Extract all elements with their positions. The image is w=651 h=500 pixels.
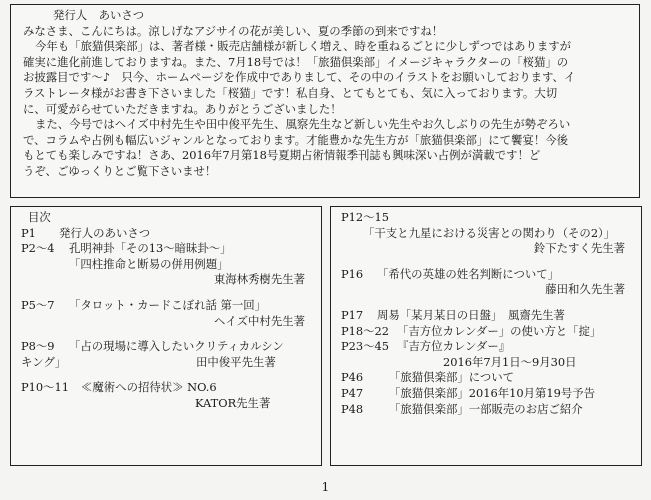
toc-title: 「旅猫倶楽部」一部販売のお店ご紹介 (389, 401, 583, 416)
toc-title: 『吉方位カレンダー』 (397, 339, 511, 354)
toc-title: 「吉方位カレンダー」の使い方と「掟」 (397, 323, 602, 338)
toc-title: 「旅猫倶楽部」2016年10月第19号予告 (389, 385, 596, 400)
toc-title-cont: キング」 (21, 354, 67, 369)
greeting-line: で、コラムや占例も幅広いジャンルとなっております。才能豊かな先生方が「旅猫倶楽部」にて饗宴！今後 (23, 132, 568, 147)
toc-subtitle: 2016年7月1日～9月30日 (443, 354, 577, 369)
toc-entry (341, 308, 633, 324)
toc-entry (21, 241, 313, 257)
toc-author: 田中俊平先生著 (196, 354, 276, 369)
toc-page: P10～11 (21, 380, 70, 395)
toc-title: ≪魔術への招待状≫ NO.6 (81, 380, 217, 395)
toc-title: 周易「某月某日の日盤」 風齋先生著 (377, 307, 565, 322)
toc-entry (341, 339, 633, 355)
toc-title: 孔明神卦「その13～暗昧卦～」 (69, 241, 232, 256)
toc-title: 「タロット・カードこぼれ話 第一回」 (69, 297, 267, 312)
toc-page: P8～9 (21, 339, 55, 354)
greeting-line: ラストレータ様がお書き下さいました「桜猫」です！私自身、とてもとても、気に入っております。大切 (23, 85, 558, 100)
toc-page: P47 (341, 385, 364, 400)
toc-author: ヘイズ中村先生著 (213, 313, 305, 328)
toc-subtitle: 「四柱推命と断易の併用例題」 (69, 256, 229, 271)
toc-heading: 目次 (28, 210, 51, 224)
toc-entry (341, 370, 633, 386)
toc-page: P18～22 (341, 323, 390, 338)
greeting-line: もとても楽しみですね！さあ、2016年7月第18号夏期占術情報季刊誌も興味深い占例が満載です！ど (23, 148, 541, 163)
greeting-line: また、今号ではヘイズ中村先生や田中俊平先生、風察先生など新しい先生やお久しぶりの先生が勢ぞろい (35, 117, 571, 132)
toc-right-box (330, 206, 642, 466)
toc-title: 「占の現場に導入したいクリティカルシン (69, 339, 284, 354)
toc-page: P17 (341, 307, 364, 322)
greeting-line: うぞ、ごゆっくりとご覧下さいませ！ (23, 163, 217, 178)
toc-entry (341, 267, 633, 283)
toc-author: 東海林秀樹先生著 (213, 272, 305, 287)
greeting-title: 発行人 あいさつ (53, 8, 145, 22)
toc-entry-cont (21, 355, 313, 371)
toc-page: P46 (341, 370, 364, 385)
toc-entry (21, 226, 313, 242)
toc-entry (341, 324, 633, 340)
toc-author: KATOR先生著 (195, 395, 271, 410)
toc-entry (21, 298, 313, 314)
toc-title: 「旅猫倶楽部」について (389, 370, 515, 385)
toc-left-box (10, 206, 322, 466)
toc-page: P48 (341, 401, 364, 416)
toc-page: P12～15 (341, 210, 390, 224)
toc-title: 「干支と九星における災害との関わり（その2）」 (363, 225, 616, 240)
toc-entry (341, 402, 633, 418)
toc-author: 鈴下たすく先生著 (533, 241, 625, 256)
toc-page: P5～7 (21, 297, 55, 312)
toc-entry (21, 380, 313, 396)
toc-title: 発行人のあいさつ (59, 225, 151, 240)
toc-page: P23～45 (341, 339, 390, 354)
toc-entry (21, 339, 313, 355)
toc-page: P16 (341, 266, 364, 281)
greeting-line: みなさま、こんにちは。涼しげなアジサイの花が美しい、夏の季節の到来ですね！ (23, 23, 444, 38)
toc-page: P1 (21, 225, 36, 240)
greeting-box (10, 4, 640, 198)
greeting-line: 今年も「旅猫倶楽部」は、著者様・販売店舗様が新しく増え、時を重ねるごとに少しずつではありますが (35, 39, 572, 54)
greeting-line: お披露目です～♪ 只今、ホームページを作成中でありまして、その中のイラストをお願いしております、イ (23, 70, 576, 85)
toc-entry (341, 386, 633, 402)
greeting-line: 確実に進化前進しておりますね。また、7月18号では！「旅猫倶楽部」イメージキャラクターの「桜猫」の (23, 54, 569, 69)
greeting-line: に、可愛がらせていただきますね。ありがとうございました！ (23, 101, 342, 116)
toc-author: 藤田和久先生著 (545, 282, 625, 297)
toc-page: P2～4 (21, 241, 55, 256)
page-number: 1 (321, 480, 330, 494)
toc-title: 「希代の英雄の姓名判断について」 (377, 266, 560, 281)
